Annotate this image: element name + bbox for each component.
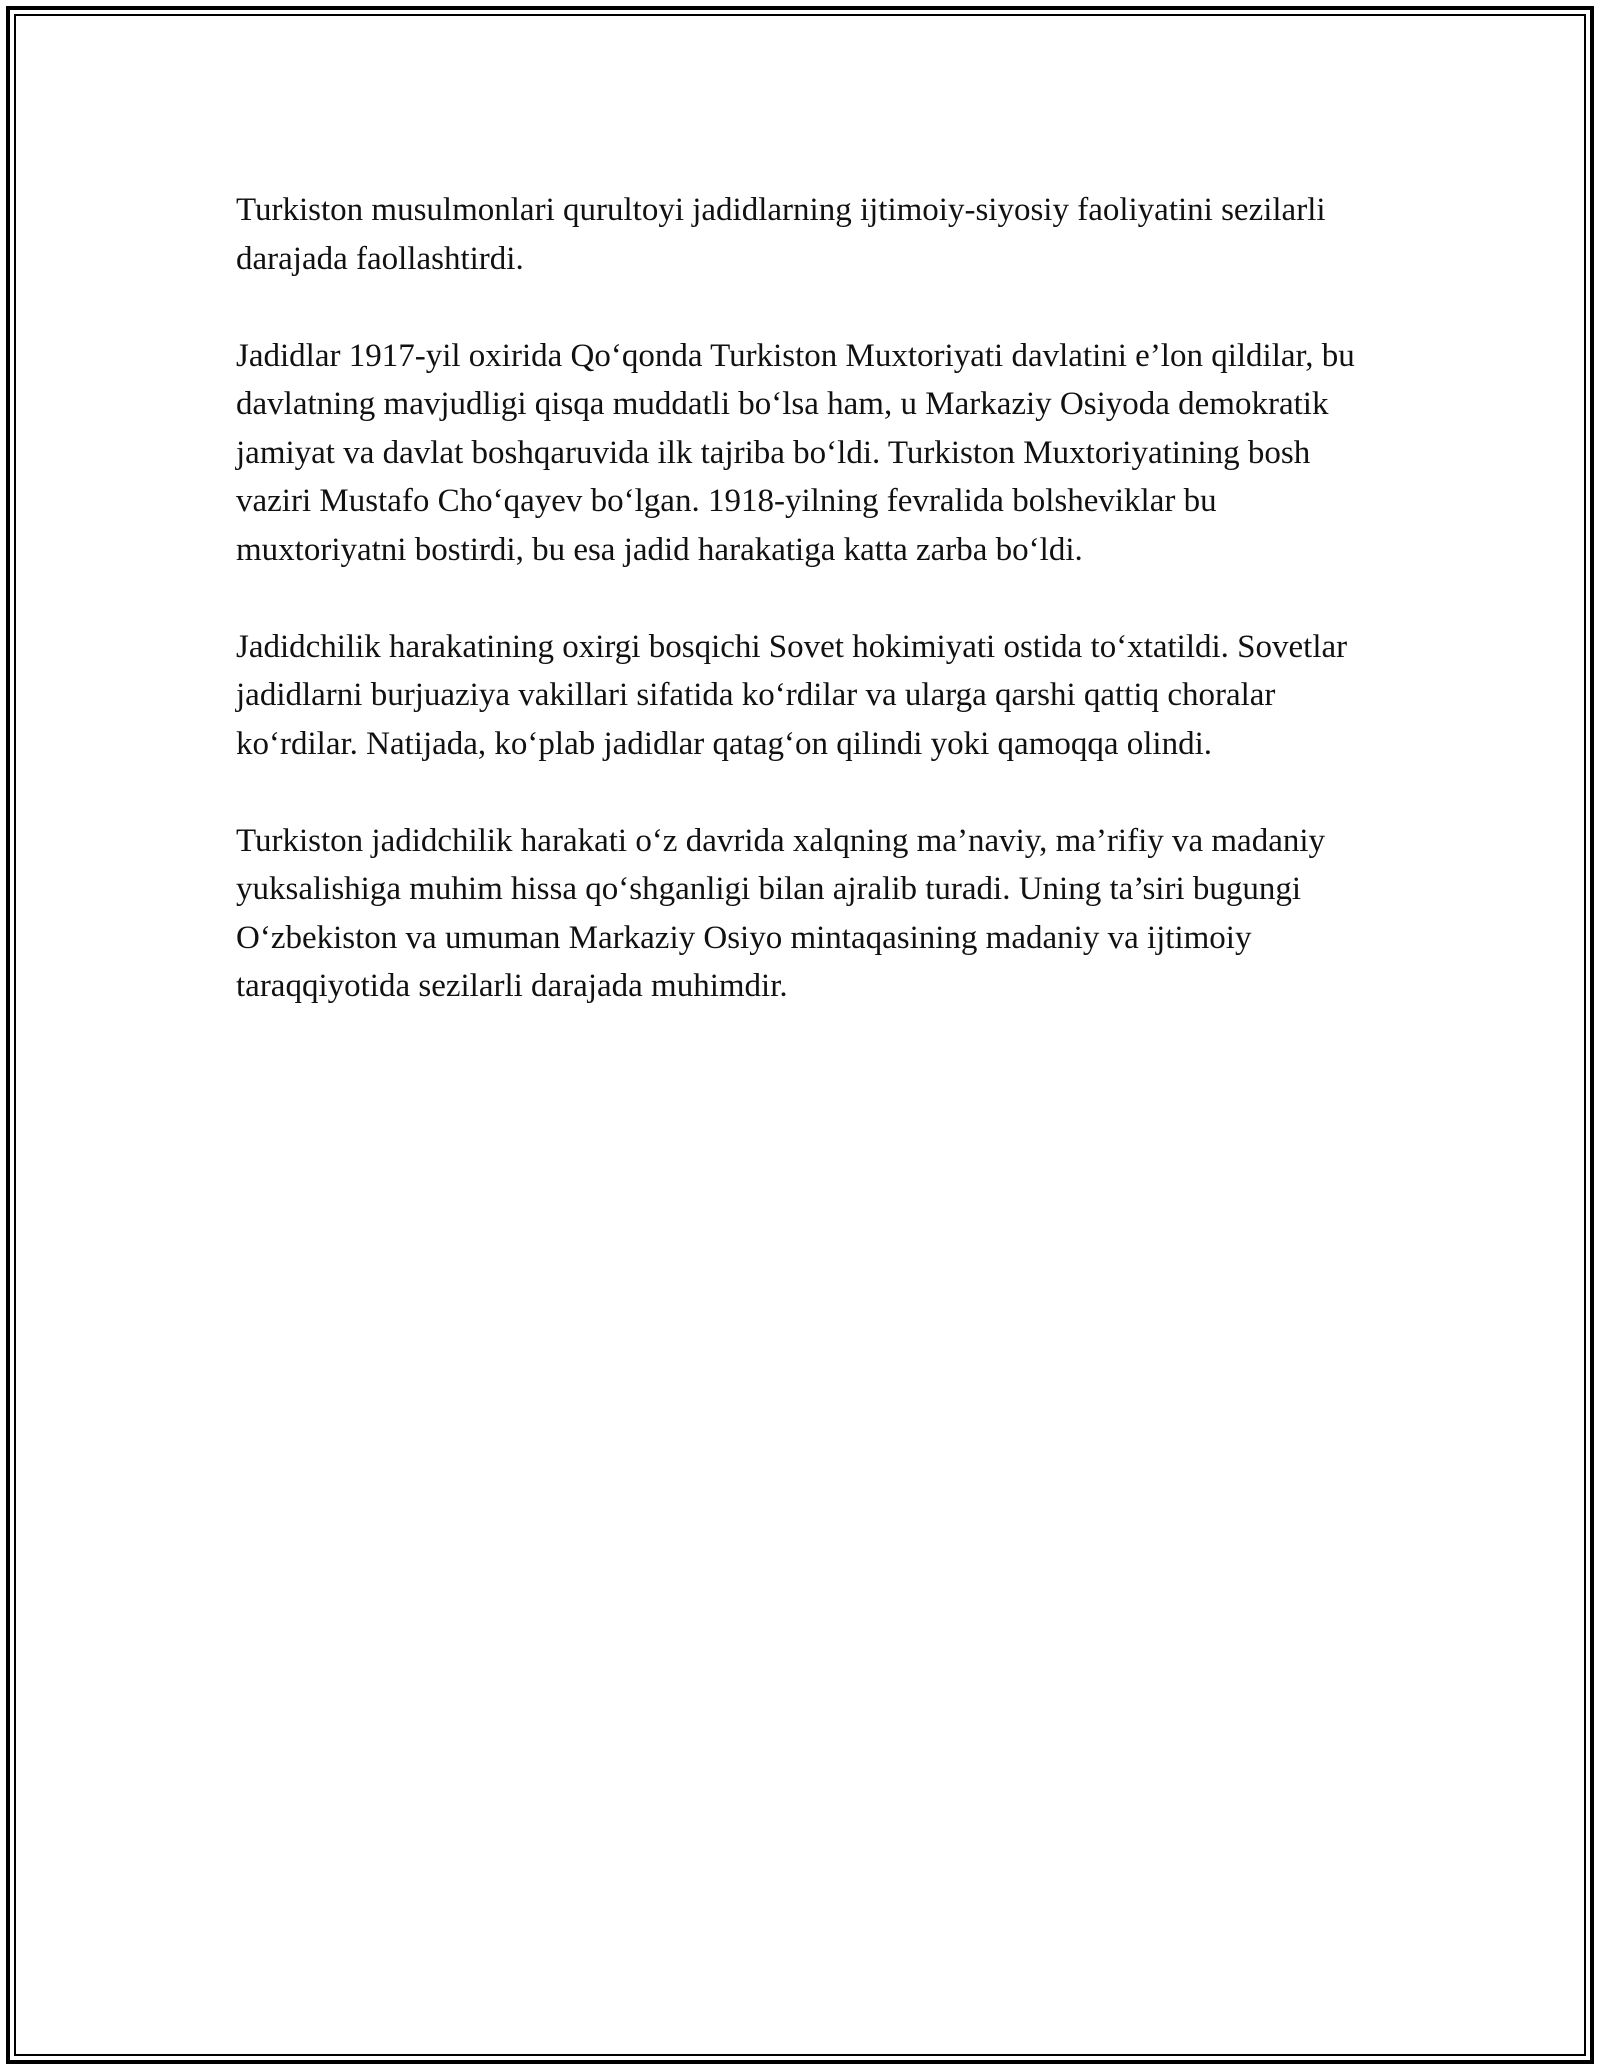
paragraph-3: Jadidchilik harakatining oxirgi bosqichi Sovet hokimiyati ostida to‘xtatildi. Sovetlar jadidlarni burjuaziya vakillari sifatida ko‘rdilar va ularga qarshi qattiq choralar ko‘rdilar. Natijada, ko‘plab jadidlar qatag‘on qilindi yoki qamoqqa olindi.	[236, 628, 1348, 762]
document-body	[236, 186, 1356, 1059]
paragraph-1: Turkiston musulmonlari qurultoyi jadidlarning ijtimoiy-siyosiy faoliyatini sezilarli darajada faollashtirdi.	[236, 192, 1326, 277]
paragraph-2: Jadidlar 1917-yil oxirida Qo‘qonda Turkiston Muxtoriyati davlatini e’lon qildilar, bu davlatning mavjudligi qisqa muddatli bo‘lsa ham, u Markaziy Osiyoda demokratik jamiyat va davlat boshqaruvida ilk tajriba bo‘ldi. Turkiston Muxtoriyatining bosh vaziri Mustafo Cho‘qayev bo‘lgan. 1918-yilning fevralida bolsheviklar bu muxtoriyatni bostirdi, bu esa jadid harakatiga katta zarba bo‘ldi.	[236, 337, 1355, 568]
paragraph-4: Turkiston jadidchilik harakati o‘z davrida xalqning ma’naviy, ma’rifiy va madaniy yuksalishiga muhim hissa qo‘shganligi bilan ajralib turadi. Uning ta’siri bugungi O‘zbekiston va umuman Markaziy Osiyo mintaqasining madaniy va ijtimoiy taraqqiyotida sezilarli darajada muhimdir.	[236, 822, 1326, 1004]
